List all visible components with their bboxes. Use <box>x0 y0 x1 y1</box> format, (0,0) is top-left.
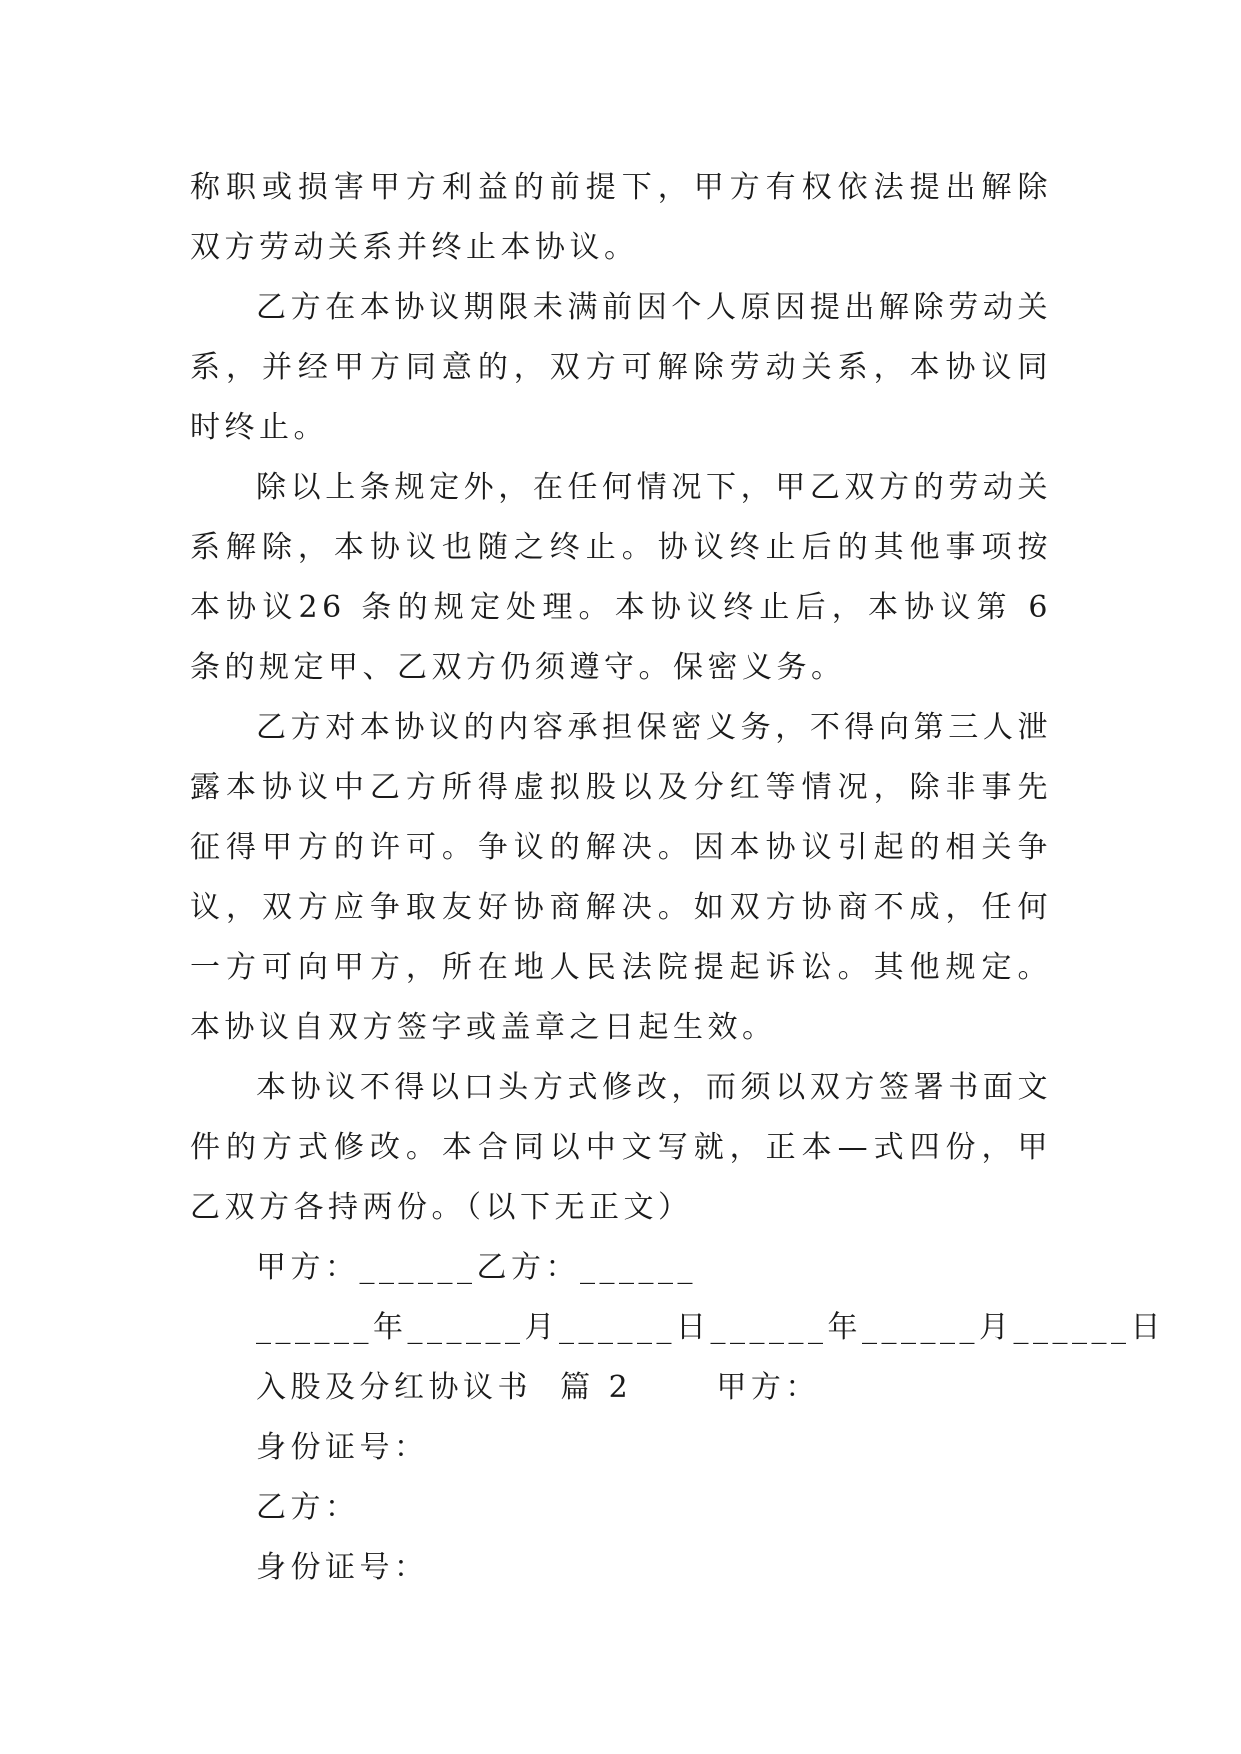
date-line: ______年______月______日______年______月______日 <box>256 1310 1165 1345</box>
party-b-label: 乙方： <box>256 1490 360 1525</box>
paragraph-amendment: 本协议不得以口头方式修改，而须以双方签署书面文件的方式修改。本合同以中文写就，正本—式四份，甲乙双方各持两份。（以下无正文） <box>190 1070 1052 1225</box>
paragraph-early-termination: 乙方在本协议期限未满前因个人原因提出解除劳动关系，并经甲方同意的，双方可解除劳动关系，本协议同时终止。 <box>190 290 1052 445</box>
party-a-id-label: 身份证号： <box>256 1430 429 1465</box>
paragraph-termination-continued: 称职或损害甲方利益的前提下，甲方有权依法提出解除双方劳动关系并终止本协议。 <box>190 170 1052 265</box>
party-b-id-label: 身份证号： <box>256 1550 429 1585</box>
section-title-line: 入股及分红协议书 篇 2 甲方： <box>256 1370 820 1405</box>
paragraph-other-termination: 除以上条规定外，在任何情况下，甲乙双方的劳动关系解除，本协议也随之终止。协议终止后的其他事项按本协议26 条的规定处理。本协议终止后，本协议第 6 条的规定甲、乙双方仍须遵守。保密义务。 <box>190 470 1052 685</box>
paragraph-confidentiality-dispute: 乙方对本协议的内容承担保密义务，不得向第三人泄露本协议中乙方所得虚拟股以及分红等情况，除非事先征得甲方的许可。争议的解决。因本协议引起的相关争议，双方应争取友好协商解决。如双方协商不成，任何一方可向甲方，所在地人民法院提起诉讼。其他规定。本协议自双方签字或盖章之日起生效。 <box>190 710 1052 1045</box>
document-body <box>190 158 1165 1598</box>
signature-line: 甲方：______乙方：______ <box>256 1250 697 1285</box>
